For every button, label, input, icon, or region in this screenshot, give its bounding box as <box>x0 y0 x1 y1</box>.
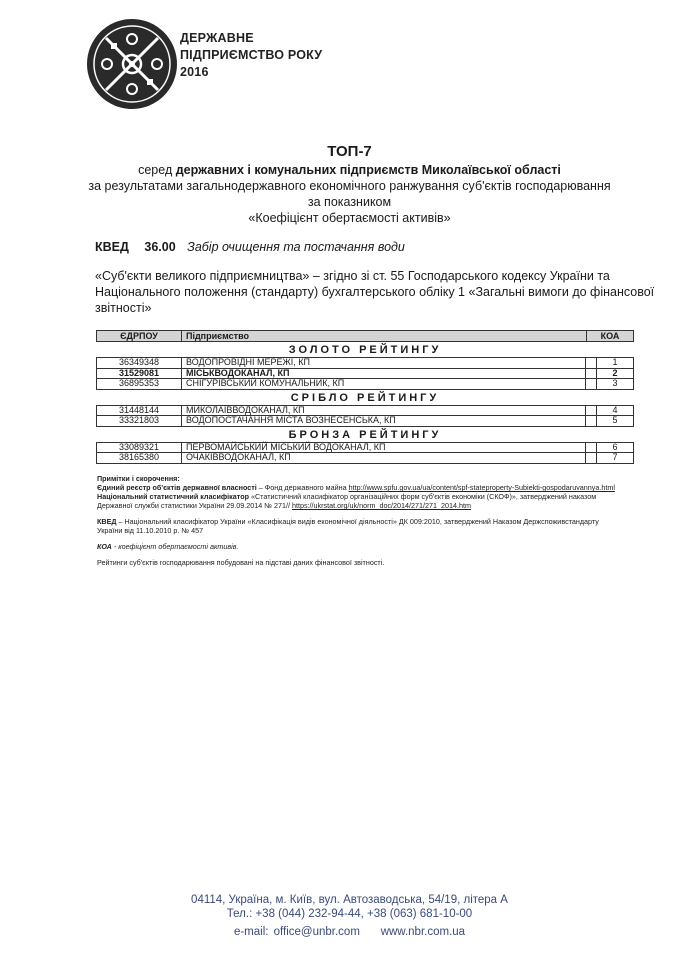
footer-website[interactable]: www.nbr.com.ua <box>380 926 466 938</box>
note-nsk-label: Національний статистичний класифікатор <box>97 492 249 501</box>
cell-spacer <box>586 416 597 426</box>
intro-paragraph <box>95 268 655 316</box>
note-kved-text2: України від 11.10.2010 р. № 457 <box>97 526 204 535</box>
note-koa-label: КОА <box>97 542 112 551</box>
column-header-enterprise: Підприємство <box>182 331 587 341</box>
cell-spacer <box>586 443 597 453</box>
cell-spacer <box>586 453 597 463</box>
cell-edrpou: 31448144 <box>97 406 182 416</box>
note-ratings: Рейтинги суб'єктів господарювання побудовані на підставі даних фінансової звітності. <box>97 558 385 567</box>
kved-code: 36.00 <box>144 240 176 254</box>
note-edr-label: Єдиний реєстр об'єктів державної власності <box>97 483 257 492</box>
cell-enterprise: ВОДОПРОВІДНІ МЕРЕЖІ, КП <box>182 358 586 368</box>
subtitle-line: «Коефіцієнт обертаємості активів» <box>248 211 451 225</box>
kved-label: КВЕД <box>95 240 129 254</box>
logo-caption-line: 2016 <box>180 65 209 79</box>
subtitle-prefix: серед <box>138 163 176 177</box>
notes-block <box>97 474 657 567</box>
cell-edrpou: 33321803 <box>97 416 182 426</box>
cell-koa: 2 <box>612 367 618 378</box>
logo-caption-line: ПІДПРИЄМСТВО РОКУ <box>180 48 323 62</box>
intro-line: «Суб'єкти великого підприємництва» – згідно зі ст. 55 Господарського кодексу України та <box>95 269 610 283</box>
footer-phones: Тел.: +38 (044) 232-94-44, +38 (063) 681-10-00 <box>226 908 473 920</box>
cell-edrpou: 36349348 <box>97 358 182 368</box>
logo-caption-line: ДЕРЖАВНЕ <box>180 31 254 45</box>
table-header-row <box>96 330 634 342</box>
cell-koa: 4 <box>612 404 618 415</box>
table-row <box>96 357 634 369</box>
cell-edrpou: 38165380 <box>97 453 182 463</box>
cell-spacer <box>586 379 597 389</box>
notes-heading: Примітки і скорочення: <box>97 474 180 483</box>
note-edr-text: – Фонд державного майна <box>256 483 349 492</box>
footer-contacts <box>0 893 699 939</box>
subtitle-line: за показником <box>307 195 392 209</box>
note-kved-label: КВЕД <box>97 517 117 526</box>
footer-email[interactable]: office@unbr.com <box>273 926 360 938</box>
footer-email-label: e-mail: <box>233 926 274 938</box>
cell-koa: 3 <box>612 378 618 388</box>
table-row <box>96 369 634 380</box>
enterprise-of-the-year-logo <box>86 18 178 110</box>
note-nsk-text: «Статистичний класифікатор організаційних форм суб'єктів економіки (СКОФ)», затверджений наказом <box>248 492 597 501</box>
cell-edrpou: 31529081 <box>97 369 182 379</box>
cell-enterprise: ОЧАКІВВОДОКАНАЛ, КП <box>182 453 586 463</box>
table-row <box>96 442 634 454</box>
table-row <box>96 379 634 390</box>
note-koa-text: - коефіцієнт обертаємості активів. <box>111 542 239 551</box>
note-nsk-text2: Державної служби статистики України 29.09.2014 № 271// <box>97 501 292 510</box>
intro-line: Національного положення (стандарту) бухгалтерського обліку 1 «Загальні вимоги до фінансової <box>95 285 655 299</box>
column-header-edrpou: ЄДРПОУ <box>97 331 182 341</box>
cell-enterprise: ВОДОПОСТАЧАННЯ МІСТА ВОЗНЕСЕНСЬКА, КП <box>182 416 586 426</box>
cell-koa: 7 <box>612 452 618 462</box>
cell-enterprise: МИКОЛАЇВВОДОКАНАЛ, КП <box>182 406 586 416</box>
subtitle-bold: державних і комунальних підприємств Миколаївської області <box>175 163 561 177</box>
cell-koa: 5 <box>612 415 618 425</box>
subtitle-line: за результатами загальнодержавного економічного ранжування суб'єктів господарювання <box>88 179 611 193</box>
note-nsk-link[interactable]: https://ukrstat.org/uk/norm_doc/2014/271/271_2014.htm <box>291 501 471 510</box>
table-body <box>96 343 634 464</box>
document-subtitle <box>0 162 699 226</box>
kved-line <box>95 240 405 254</box>
rating-section-heading: ЗОЛОТО РЕЙТИНГУ <box>288 344 442 356</box>
intro-line: звітності» <box>95 301 152 315</box>
note-kved-text: – Національний класифікатор України «Класифікація видів економічної діяльності» ДК 009:2010, затверджений Наказом Держспоживстандарту <box>116 517 599 526</box>
column-header-koa: КОА <box>600 331 620 341</box>
cell-enterprise: СНІГУРІВСЬКИЙ КОМУНАЛЬНИК, КП <box>182 379 586 389</box>
cell-spacer <box>586 369 597 379</box>
rating-table <box>96 330 634 464</box>
footer-address: 04114, Україна, м. Київ, вул. Автозаводська, 54/19, літера А <box>191 894 508 906</box>
kved-name: Забір очищення та постачання води <box>187 240 405 254</box>
logo-caption <box>180 30 322 81</box>
cell-spacer <box>586 406 597 416</box>
table-row <box>96 416 634 427</box>
cell-edrpou: 33089321 <box>97 443 182 453</box>
note-edr-link[interactable]: http://www.spfu.gov.ua/ua/content/spf-stateproperty-Subiekti-gospodaruvannya.html <box>348 483 615 492</box>
cell-enterprise: МІСЬКВОДОКАНАЛ, КП <box>182 369 586 379</box>
cell-koa: 1 <box>612 357 618 367</box>
rating-section-heading: СРІБЛО РЕЙТИНГУ <box>290 391 440 404</box>
table-row <box>96 453 634 464</box>
document-title: ТОП-7 <box>327 143 372 160</box>
cell-koa: 6 <box>612 441 618 452</box>
cell-edrpou: 36895353 <box>97 379 182 389</box>
cell-spacer <box>586 358 597 368</box>
cell-enterprise: ПЕРВОМАЙСЬКИЙ МІСЬКИЙ ВОДОКАНАЛ, КП <box>182 443 586 453</box>
rating-section-heading: БРОНЗА РЕЙТИНГУ <box>288 428 442 441</box>
